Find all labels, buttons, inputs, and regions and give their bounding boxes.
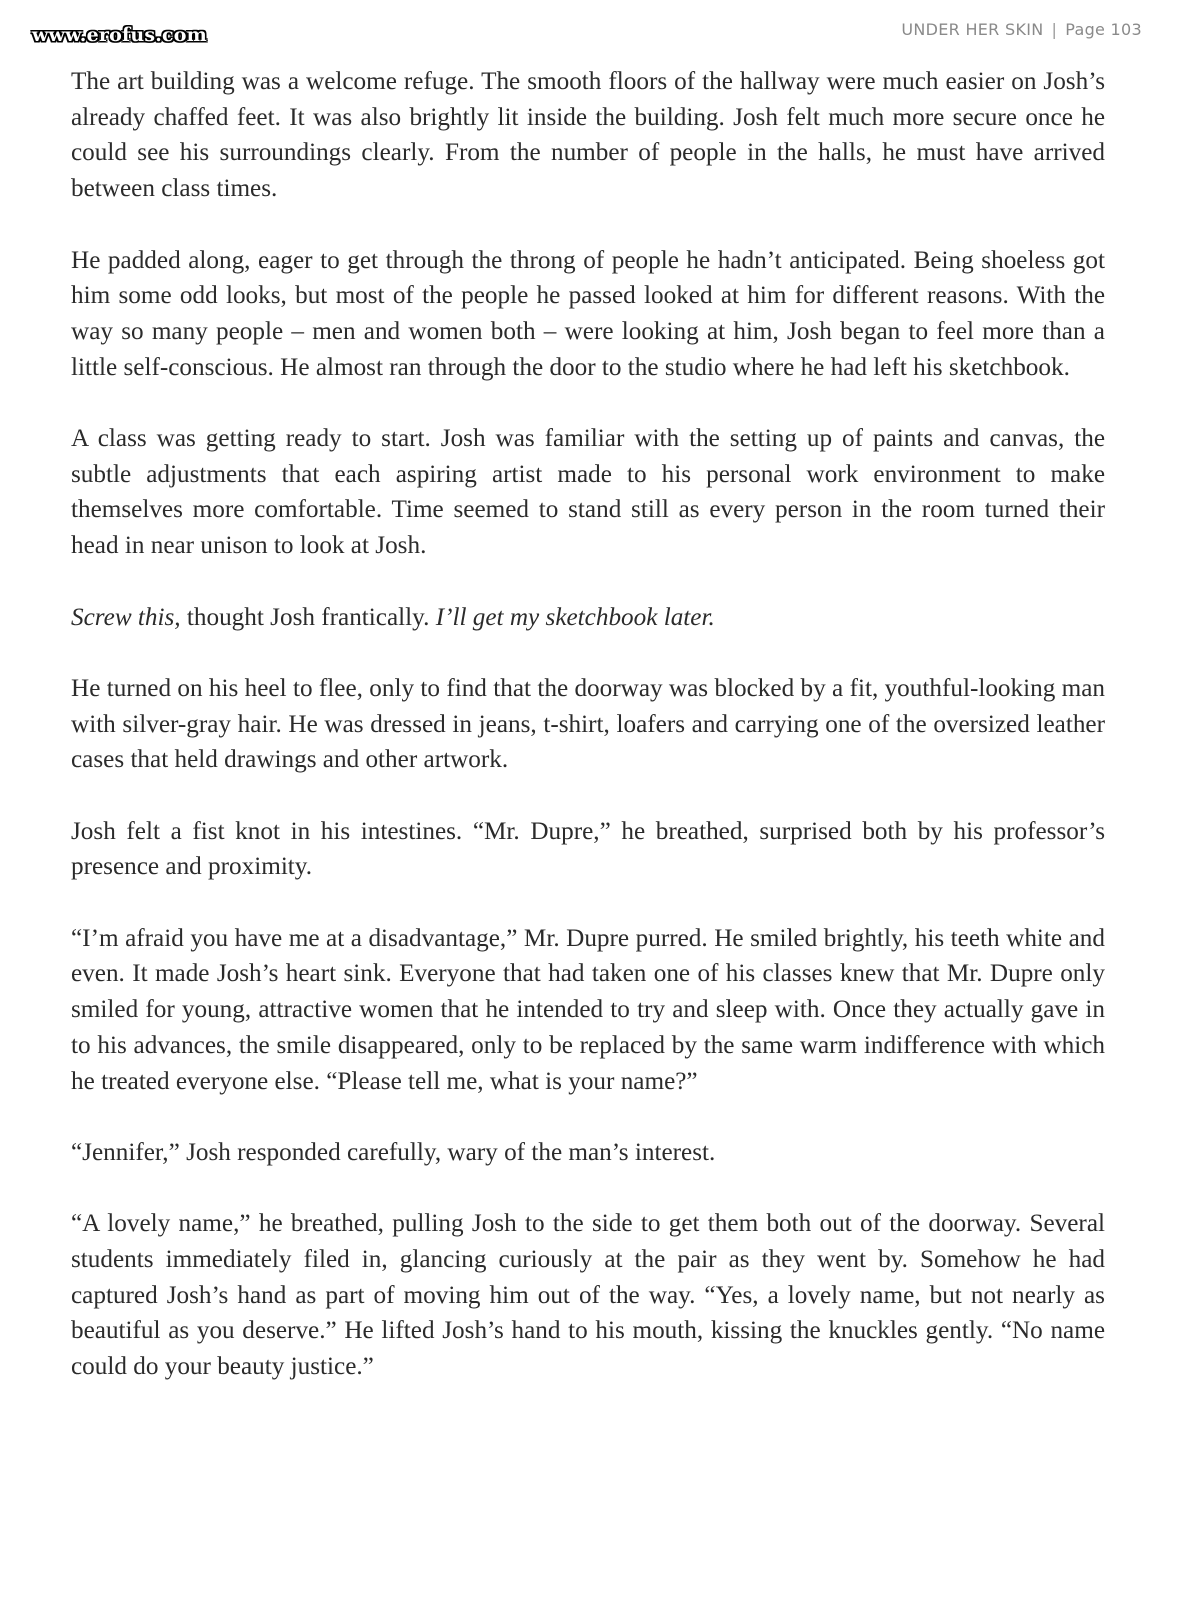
paragraph: He padded along, eager to get through the throng of people he hadn’t anticipated. Being shoeless got him some odd looks, but most of the people he passed looked at him for different reasons. With the way so many people – men and women both – were looking at him, Josh began to feel more than a little self-conscious. He almost ran through the door to the studio where he had left his sketchbook. (71, 246, 1105, 381)
narration-text: thought Josh frantically. (180, 603, 436, 631)
page-body (71, 64, 1105, 1421)
paragraph: The art building was a welcome refuge. The smooth floors of the hallway were much easier on Josh’s already chaffed feet. It was also brightly lit inside the building. Josh felt much more secure once he could see his surroundings clearly. From the number of people in the halls, he must have arrived between class times. (71, 68, 1105, 203)
paragraph: He turned on his heel to flee, only to find that the doorway was blocked by a fit, youthful-looking man with silver-gray hair. He was dressed in jeans, t-shirt, loafers and carrying one of the oversized leather cases that held drawings and other artwork. (71, 674, 1105, 774)
paragraph: Josh felt a fist knot in his intestines. “Mr. Dupre,” he breathed, surprised both by his professor’s presence and proximity. (71, 817, 1105, 881)
header-separator: | (1051, 20, 1058, 39)
running-header (901, 20, 1142, 39)
book-title: UNDER HER SKIN (901, 20, 1044, 39)
thought-text: Screw this, (71, 603, 181, 631)
paragraph: “Jennifer,” Josh responded carefully, wary of the man’s interest. (71, 1138, 716, 1166)
paragraph: “I’m afraid you have me at a disadvantage,” Mr. Dupre purred. He smiled brightly, his teeth white and even. It made Josh’s heart sink. Everyone that had taken one of his classes knew that Mr. Dupre only smiled for young, attractive women that he intended to try and sleep with. Once they actually gave in to his advances, the smile disappeared, only to be replaced by the same warm indifference with which he treated everyone else. “Please tell me, what is your name?” (71, 924, 1105, 1095)
page-number: Page 103 (1065, 20, 1142, 39)
paragraph: “A lovely name,” he breathed, pulling Josh to the side to get them both out of the doorway. Several students immediately filed in, glancing curiously at the pair as they went by. Somehow he had captured Josh’s hand as part of moving him out of the way. “Yes, a lovely name, but not nearly as beautiful as you deserve.” He lifted Josh’s hand to his mouth, kissing the knuckles gently. “No name could do your beauty justice.” (71, 1210, 1105, 1381)
paragraph: A class was getting ready to start. Josh was familiar with the setting up of paints and canvas, the subtle adjustments that each aspiring artist made to his personal work environment to make themselves more comfortable. Time seemed to stand still as every person in the room turned their head in near unison to look at Josh. (71, 425, 1105, 560)
thought-text: I’ll get my sketchbook later. (435, 603, 715, 631)
site-watermark: www.erofus.com (32, 24, 207, 46)
thought-paragraph (71, 600, 1105, 636)
